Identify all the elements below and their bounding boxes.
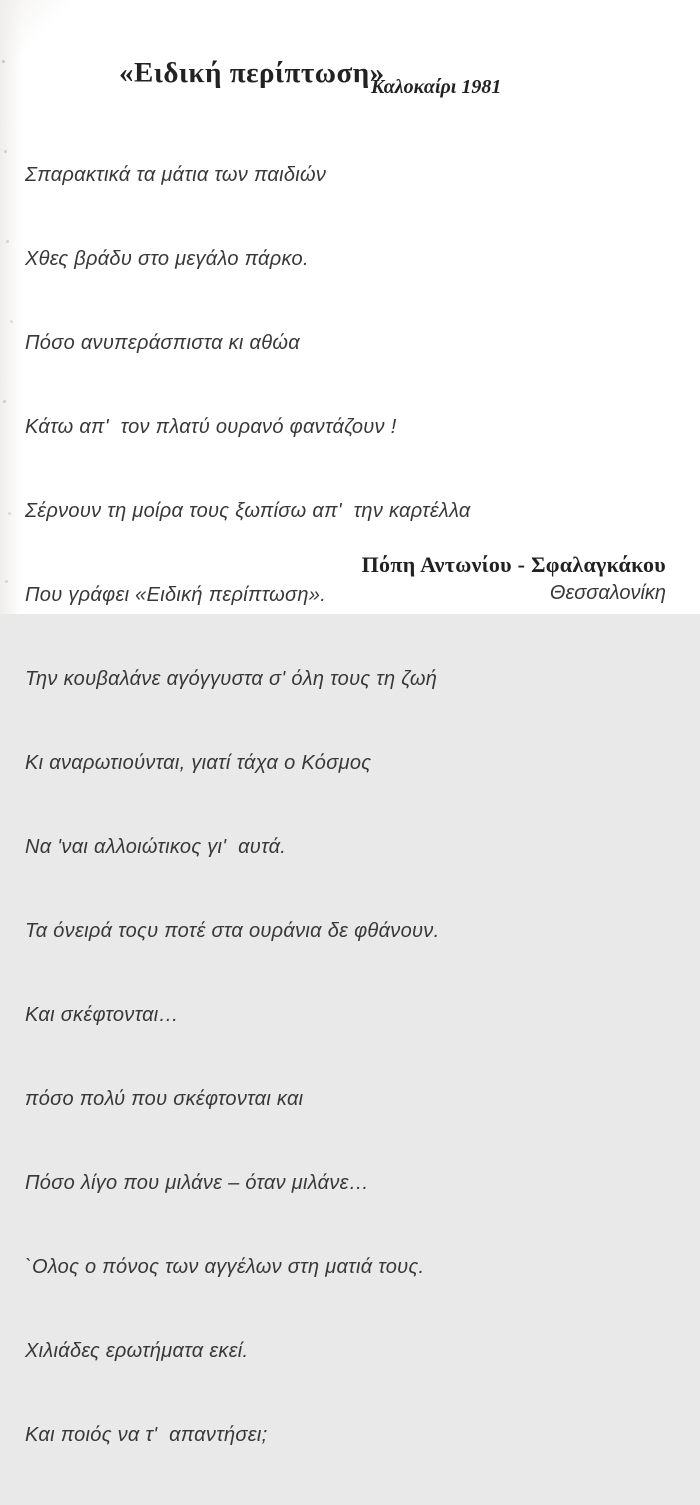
poem-line: Σέρνουν τη μοίρα τους ξωπίσω απ' την καρτέλλα <box>25 500 471 522</box>
poem-line: Πόσο λίγο που μιλάνε – όταν μιλάνε… <box>25 1172 370 1194</box>
poem-line: Και σκέφτονται… <box>25 1004 179 1026</box>
signature-block <box>362 552 666 605</box>
scan-noise-artifact <box>2 60 5 63</box>
poem-title: «Ειδική περίπτωση» <box>119 57 385 90</box>
poem-line: Την κουβαλάνε αγόγγυστα σ' όλη τους τη ζωή <box>25 668 438 690</box>
poem-line: Να 'ναι αλλοιώτικος γι' αυτά. <box>25 836 287 858</box>
author-name: Πόπη Αντωνίου - Σφαλαγκάκου <box>361 552 666 577</box>
poem-line: `Ολος ο πόνος των αγγέλων στη ματιά τους. <box>25 1256 425 1278</box>
poem-line: πόσο πολύ που σκέφτονται και <box>25 1088 304 1110</box>
poem-line: Χιλιάδες ερωτήματα εκεί. <box>25 1340 249 1362</box>
poem-line: Σπαρακτικά τα μάτια των παιδιών <box>25 164 327 186</box>
poem-line: Τα όνειρά τοςυ ποτέ στα ουράνια δε φθάνουν. <box>25 920 440 942</box>
poem-body <box>25 105 471 1505</box>
author-location: Θεσσαλονίκη <box>549 582 666 604</box>
poem-line: Που γράφει «Ειδική περίπτωση». <box>25 584 327 606</box>
poem-line: Πόσο ανυπεράσπιστα κι αθώα <box>25 332 300 354</box>
poem-date: Καλοκαίρι 1981 <box>371 76 502 98</box>
poem-line: Και ποιός να τ' απαντήσει; <box>25 1424 268 1446</box>
poem-line: Κι αναρωτιούνται, γιατί τάχα ο Κόσμος <box>25 752 372 774</box>
poem-line: Κάτω απ' τον πλατύ ουρανό φαντάζουν ! <box>25 416 397 438</box>
poem-line: Χθες βράδυ στο μεγάλο πάρκο. <box>25 248 309 270</box>
